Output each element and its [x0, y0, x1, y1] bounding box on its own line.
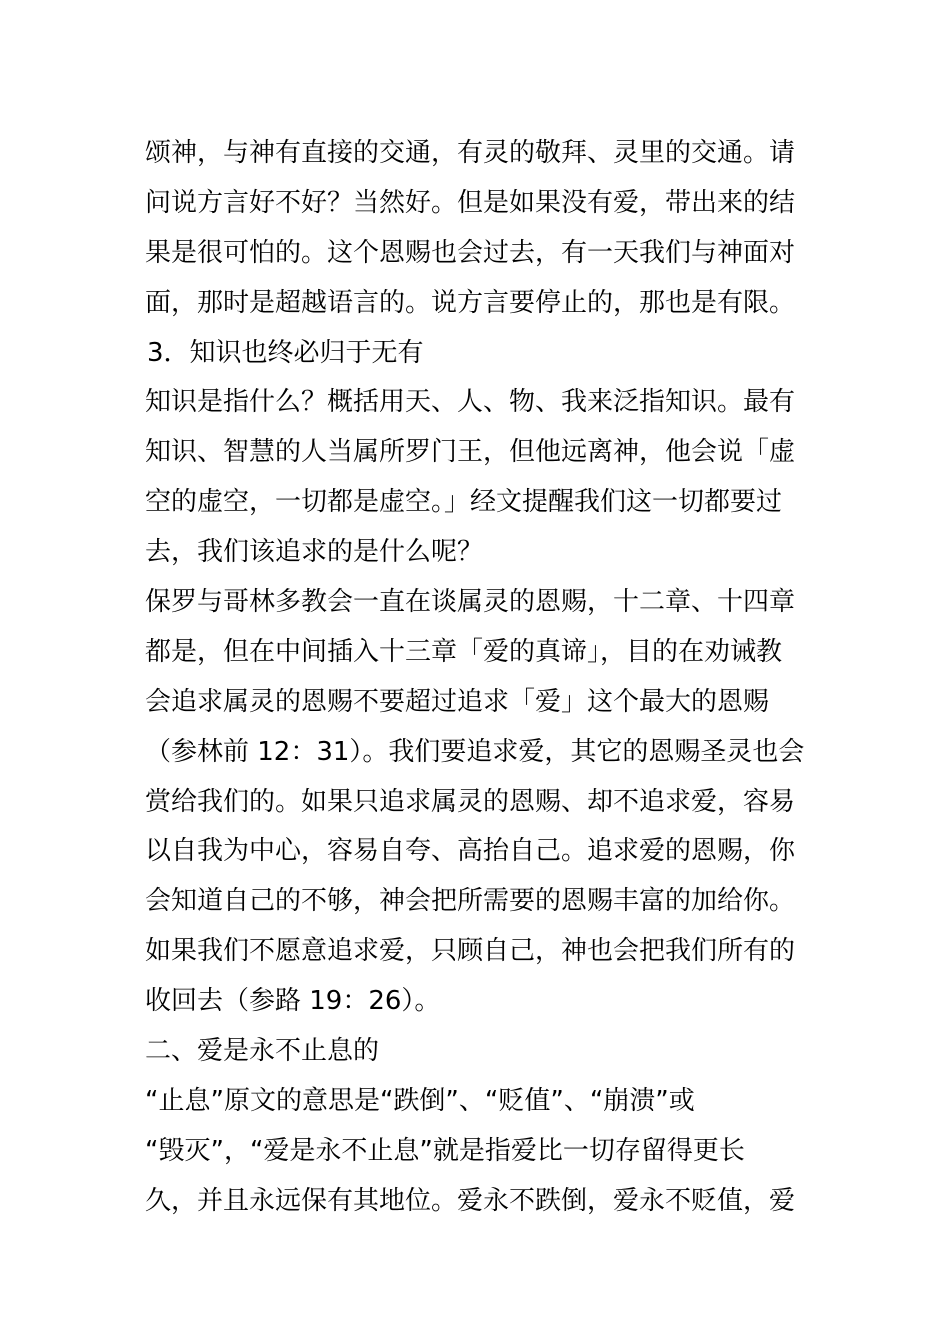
text-line: 会追求属灵的恩赐不要超过追求「爱」这个最大的恩赐 — [145, 686, 770, 717]
body-text — [145, 129, 815, 1227]
text-line: 知识是指什么？概括用天、人、物、我来泛指知识。最有 — [145, 387, 796, 418]
text-line: 颂神，与神有直接的交通，有灵的敬拜、灵里的交通。请 — [145, 138, 796, 168]
text-line: 知识、智慧的人当属所罗门王，但他远离神，他会说「虚 — [145, 437, 796, 468]
section-heading: 二、爱是永不止息的 — [145, 1036, 380, 1067]
section-heading: 3．知识也终必归于无有 — [147, 337, 424, 368]
text-line: 保罗与哥林多教会一直在谈属灵的恩赐，十二章、十四章 — [145, 587, 796, 618]
text-line: “毁灭”，“爱是永不止息”就是指爱比一切存留得更长 — [145, 1135, 745, 1166]
text-line: 果是很可怕的。这个恩赐也会过去，有一天我们与神面对 — [145, 237, 796, 268]
text-line: 问说方言好不好？当然好。但是如果没有爱，带出来的结 — [145, 187, 796, 218]
text-line: 久，并且永远保有其地位。爱永不跌倒，爱永不贬值，爱 — [145, 1185, 796, 1216]
text-line: “止息”原文的意思是“跌倒”、“贬值”、“崩溃”或 — [145, 1085, 695, 1116]
text-line: 会知道自己的不够，神会把所需要的恩赐丰富的加给你。 — [145, 886, 796, 917]
text-line: 面，那时是超越语言的。说方言要停止的，那也是有限。 — [145, 287, 796, 318]
text-line: 都是，但在中间插入十三章「爱的真谛」，目的在劝诫教 — [145, 636, 783, 667]
text-line: 赏给我们的。如果只追求属灵的恩赐、却不追求爱，容易 — [145, 786, 796, 817]
text-line: （参林前 12：31）。我们要追求爱，其它的恩赐圣灵也会 — [145, 736, 805, 767]
text-line: 如果我们不愿意追求爱，只顾自己，神也会把我们所有的 — [145, 936, 796, 967]
text-line: 去，我们该追求的是什么呢？ — [145, 537, 484, 568]
text-line: 以自我为中心，容易自夸、高抬自己。追求爱的恩赐，你 — [145, 836, 796, 867]
text-line: 空的虚空，一切都是虚空。」经文提醒我们这一切都要过 — [145, 487, 783, 518]
text-line: 收回去（参路 19：26）。 — [145, 986, 441, 1017]
